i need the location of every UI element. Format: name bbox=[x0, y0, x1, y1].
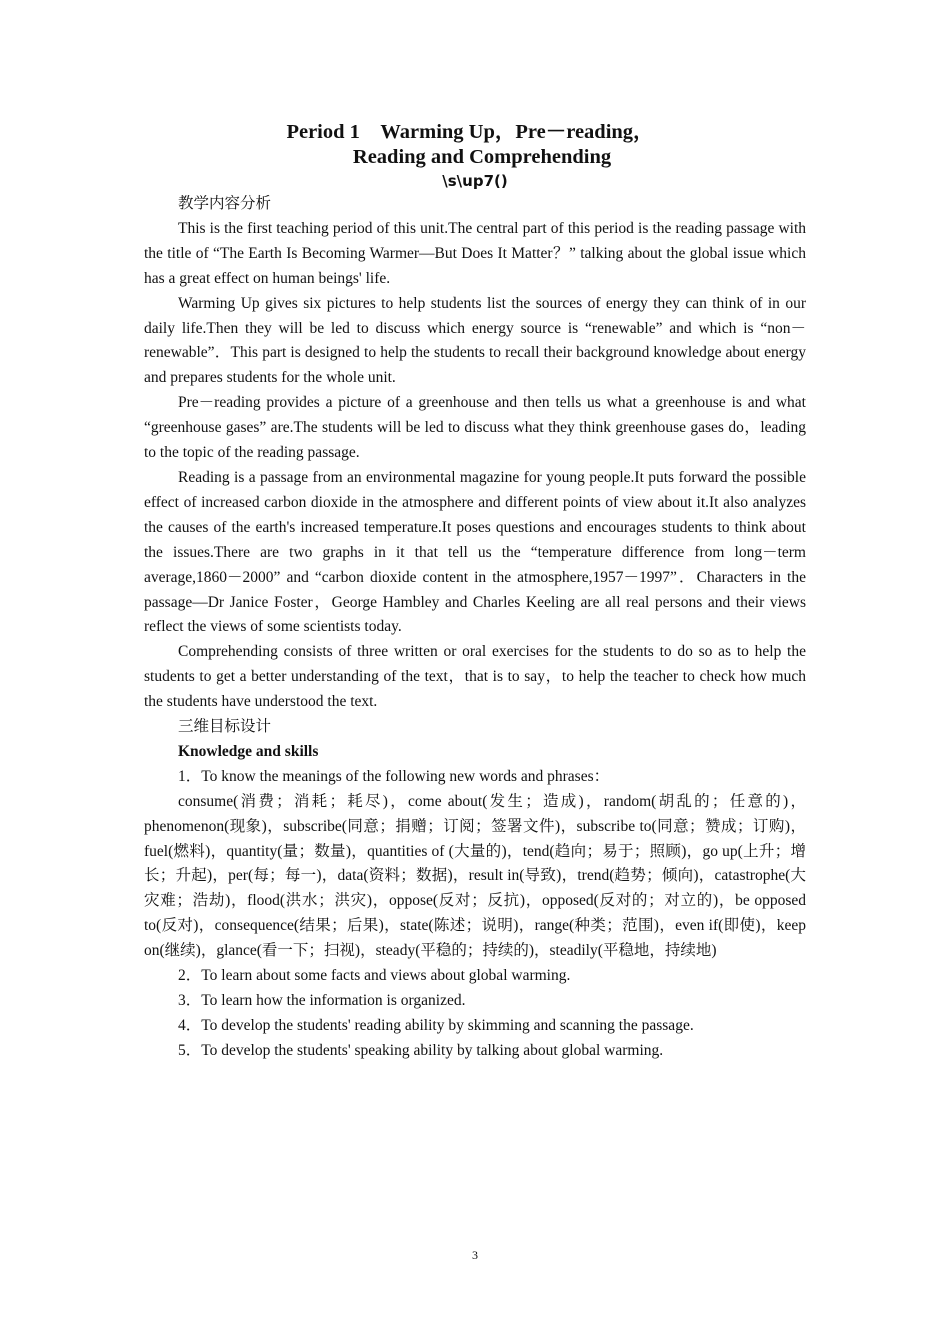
vocabulary-list: consume(消费；消耗；耗尽)，come about(发生；造成)，random(胡乱的；任意的)，phenomenon(现象)，subscribe(同意；捐赠；订阅；签署文件)，subscribe to(同意；赞成；订购)，fuel(燃料)，quantity(量；数量)，quantities of (大量的)，tend(趋向；易于；照顾)，go up(上升；增长；升起)，per(每；每一)，data(资料；数据)，result in(导致)，trend(趋势；倾向)，catastrophe(大灾难；浩劫)，flood(洪水；洪灾)，oppose(反对；反抗)，opposed(反对的；对立的)，be opposed to(反对)，consequence(结果；后果)，state(陈述；说明)，range(种类；范围)，even if(即使)，keep on(继续)，glance(看一下；扫视)，steady(平稳的；持续的)，steadily(平稳地，持续地) bbox=[144, 792, 806, 960]
objective-item-5: 5．To develop the students' speaking ability by talking about global warming. bbox=[178, 1041, 664, 1059]
page-title bbox=[144, 120, 806, 170]
objective-item-4: 4．To develop the students' reading ability by skimming and scanning the passage. bbox=[178, 1016, 694, 1034]
paragraph-comprehending: Comprehending consists of three written or oral exercises for the students to do so as to help the students to get a better understanding of the text，that is to say，to help the teacher to check how much the students have understood the text. bbox=[144, 643, 806, 711]
paragraph-pre-reading: Pre－reading provides a picture of a greenhouse and then tells us what a greenhouse is and what “greenhouse gases” are.The students will be led to discuss what they think greenhouse gases do，leading to the topic of the reading passage. bbox=[144, 394, 806, 462]
section-heading-content-analysis: 教学内容分析 bbox=[178, 195, 272, 212]
paragraph-intro: This is the first teaching period of this unit.The central part of this period is the reading passage with the title of “The Earth Is Becoming Warmer—But Does It Matter？” talking about the global issue which has a great effect on human beings' life. bbox=[144, 219, 806, 287]
objective-item-1: 1．To know the meanings of the following new words and phrases： bbox=[178, 767, 610, 785]
paragraph-reading: Reading is a passage from an environmental magazine for young people.It puts forward the possible effect of increased carbon dioxide in the atmosphere and different points of view about it.It also analyzes the causes of the earth's increased temperature.It poses questions and encourages students to think about the issues.There are two graphs in it that tell us the “temperature difference from long－term average,1860－2000” and “carbon dioxide content in the atmosphere,1957－1997”．Characters in the passage—Dr Janice Foster，George Hambley and Charles Keeling are all real persons and their views reflect the views of some scientists today. bbox=[144, 468, 806, 636]
title-line-1: Period 1 Warming Up，Pre－reading， bbox=[286, 121, 654, 143]
objective-item-2: 2．To learn about some facts and views about global warming. bbox=[178, 967, 571, 985]
objective-item-3: 3．To learn how the information is organized. bbox=[178, 992, 466, 1009]
section-heading-objectives: 三维目标设计 bbox=[178, 718, 272, 736]
subheading-knowledge-skills: Knowledge and skills bbox=[178, 742, 319, 760]
paragraph-warming-up: Warming Up gives six pictures to help students list the sources of energy they can think of in our daily life.Then they will be led to discuss which energy source is “renewable” and which is “non－renewable”．This part is designed to help the students to recall their background knowledge about energy and prepares students for the whole unit. bbox=[144, 294, 806, 387]
page-number: 3 bbox=[472, 1248, 478, 1262]
document-page bbox=[144, 120, 806, 1064]
title-line-2: Reading and Comprehending bbox=[352, 146, 612, 168]
field-code: \s\up7() bbox=[442, 172, 508, 190]
